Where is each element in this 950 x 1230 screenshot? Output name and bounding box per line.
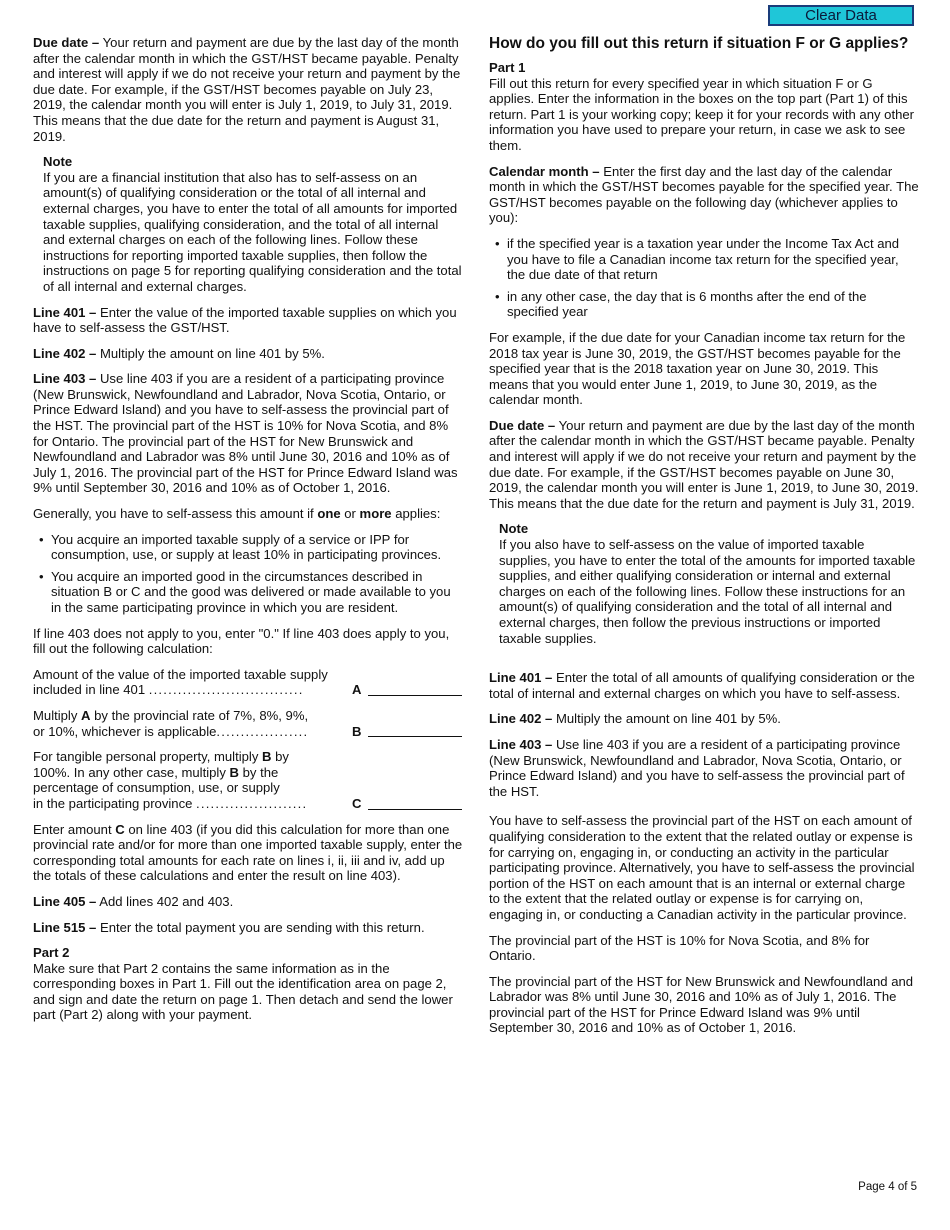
- list-item: • in any other case, the day that is 6 months after the end of the specified year: [489, 289, 919, 320]
- line-515-paragraph: Line 515 – Enter the total payment you are sending with this return.: [33, 919, 425, 935]
- note-title: Note: [499, 521, 529, 537]
- part-2-title: Part 2: [33, 945, 70, 961]
- line-405-paragraph: Line 405 – Add lines 402 and 403.: [33, 893, 234, 909]
- self-assess-paragraph: You have to self-assess the provincial part of the HST on each amount of qualifying consideration to the extent that the related outlay or expense is for carrying on, engaging in, or conducting an activity in the particular participating province. Alternatively, you have to self-assess the provincial portion of the HST on each amount that is an internal or external charge to the extent that the related outlay or expense is for carrying on, engaging in, or conducting a Canadian activity in the particular province.: [489, 813, 915, 922]
- calc-line-a-field[interactable]: [368, 682, 462, 696]
- line-401-paragraph: Line 401 – Enter the value of the imported taxable supplies on which you have to self-assess the GST/HST.: [33, 304, 457, 336]
- calc-row-b: Multiply A by the provincial rate of 7%, 8%, 9%, or 10%, whichever is applicable................... B: [33, 708, 463, 739]
- due-date-paragraph: Due date – Your return and payment are due by the last day of the month after the calendar month in which the GST/HST became payable. Penalty and interest will apply if we do not receive your return and payment by the due date. For example, if the GST/HST becomes payable on June 30, 2019, the calendar month you will enter is June 1, 2019, to June 30, 2019. This means that the due date for the return and payment is July 31, 2019.: [489, 417, 919, 511]
- page-number: Page 4 of 5: [858, 1181, 917, 1193]
- payable-conditions-list: [489, 236, 919, 320]
- calc-line-c-field[interactable]: [368, 796, 462, 810]
- enter-amount-c-paragraph: Enter amount C on line 403 (if you did this calculation for more than one provincial rate and/or for more than one imported taxable supply, enter the corresponding total amounts for each rate on lines i, ii, iii and iv, add up the totals of these calculations and enter the result on line 403).: [33, 821, 463, 884]
- right-column: [489, 35, 919, 1046]
- line-402-paragraph: Line 402 – Multiply the amount on line 401 by 5%.: [33, 345, 325, 361]
- calc-row-c: For tangible personal property, multiply B by 100%. In any other case, multiply B by the percentage of consumption, use, or supply in the participating province ....................... C: [33, 749, 463, 811]
- rate-ns-on-paragraph: The provincial part of the HST is 10% for Nova Scotia, and 8% for Ontario.: [489, 932, 870, 964]
- list-item: • You acquire an imported good in the circumstances described in situation B or C and the good was delivered or made available to you in the same participating province in which you are resident.: [33, 569, 463, 616]
- line-401-paragraph: Line 401 – Enter the total of all amounts of qualifying consideration or the total of internal and external charges on which you have to self-assess.: [489, 670, 915, 701]
- rate-history-paragraph: The provincial part of the HST for New Brunswick and Newfoundland and Labrador was 8% until June 30, 2016 and 10% as of July 1, 2016. The provincial part of the HST for Prince Edward Island was 9% until September 30, 2016 and 10% as of October 1, 2016.: [489, 973, 914, 1036]
- list-item: • You acquire an imported taxable supply of a service or IPP for consumption, use, or supply at least 10% in participating provinces.: [33, 532, 463, 563]
- calc-letter-a: A: [352, 682, 362, 698]
- due-date-paragraph: Due date – Your return and payment are due by the last day of the month after the calendar month in which the GST/HST became payable. Penalty and interest will apply if we do not receive your return and payment by the due date. For example, if the GST/HST becomes payable on July 23, 2019, the calendar month you will enter is July 1, 2019, to July 31, 2019. This means that the due date for the return and payment is August 31, 2019.: [33, 35, 461, 144]
- note-text: If you are a financial institution that also has to self-assess on an amount(s) of qualifying consideration or the total of all internal and external charges, you have to enter the total of all amounts for imported taxable supplies, qualifying consideration, and the total of all internal and external charges on each of the following lines. Follow these instructions for reporting imported taxable supplies, then follow the instructions on page 5 for reporting qualifying consideration and the total of all internal and external charges.: [43, 169, 462, 294]
- list-item: • if the specified year is a taxation year under the Income Tax Act and you have to file a Canadian income tax return for the specified year, the due date of that return: [489, 236, 919, 283]
- calc-letter-b: B: [352, 723, 362, 739]
- calc-letter-c: C: [352, 795, 362, 811]
- if-line-403-paragraph: If line 403 does not apply to you, enter "0." If line 403 does apply to you, fill out the following calculation:: [33, 625, 450, 657]
- note-box: [43, 154, 463, 294]
- line-402-paragraph: Line 402 – Multiply the amount on line 401 by 5%.: [489, 711, 781, 727]
- part-1-section: [489, 60, 919, 154]
- calc-line-b-field[interactable]: [368, 723, 462, 737]
- part-1-text: Fill out this return for every specified year in which situation F or G applies. Enter the information in the boxes on the top part (Part 1) of this return. Part 1 is your working copy; keep it for your records with any other information you have used to prepare your return, in case we ask to see them.: [489, 75, 915, 153]
- line-403-paragraph: Line 403 – Use line 403 if you are a resident of a participating province (New Brunswick, Newfoundland and Labrador, Nova Scotia, Ontario, or Prince Edward Island) and you have to self-assess the provincial part of the HST.: [489, 736, 905, 799]
- part-1-title: Part 1: [489, 60, 526, 75]
- note-box: [499, 521, 919, 646]
- generally-paragraph: Generally, you have to self-assess this amount if one or more applies:: [33, 506, 441, 522]
- line-403-paragraph: Line 403 – Use line 403 if you are a resident of a participating province (New Brunswick, Newfoundland and Labrador, Nova Scotia, Ontario, or Prince Edward Island) and you have to self-assess the provincial part of the HST. The provincial part of the HST is 10% for Nova Scotia, and 8% for Ontario. The provincial part of the HST for New Brunswick and Newfoundland and Labrador was 8% until June 30, 2016 and 10% as of July 1, 2016. The provincial part of the HST for Prince Edward Island was 9% until September 30, 2016 and 10% as of October 1, 2016.: [33, 371, 458, 496]
- part-2-section: [33, 945, 463, 1023]
- example-paragraph: For example, if the due date for your Canadian income tax return for the 2018 tax year is June 30, 2019, the GST/HST becomes payable for the specified year that is the 2018 taxation year on June 30, 2019. This means that you would enter June 1, 2019, to June 30, 2019, as the calendar month.: [489, 329, 906, 408]
- calendar-month-paragraph: Calendar month – Enter the first day and the last day of the calendar month in which the GST/HST becomes payable for the specified year. The GST/HST becomes payable on the following day (whichever applies to you):: [489, 163, 919, 226]
- calc-row-a: Amount of the value of the imported taxable supply included in line 401 ................................ A: [33, 667, 463, 698]
- left-column: [33, 35, 463, 1033]
- note-title: Note: [43, 154, 73, 170]
- section-heading: How do you fill out this return if situation F or G applies?: [489, 35, 909, 52]
- self-assess-conditions-list: [33, 532, 463, 616]
- part-2-text: Make sure that Part 2 contains the same information as in the corresponding boxes in Part 1. Fill out the identification area on page 2, and sign and date the return on page 1. Then detach and send the lower part (Part 2) along with your payment.: [33, 960, 453, 1023]
- clear-data-button[interactable]: Clear Data: [768, 5, 914, 26]
- note-text: If you also have to self-assess on the value of imported taxable supplies, you have to enter the total of the amounts for imported taxable supplies, and either qualifying consideration or internal and external charges on each of the following lines. Follow these instructions for an amount(s) of qualifying consideration and the total of all internal and external charges, then follow the previous instructions or imported taxable supplies.: [499, 537, 916, 646]
